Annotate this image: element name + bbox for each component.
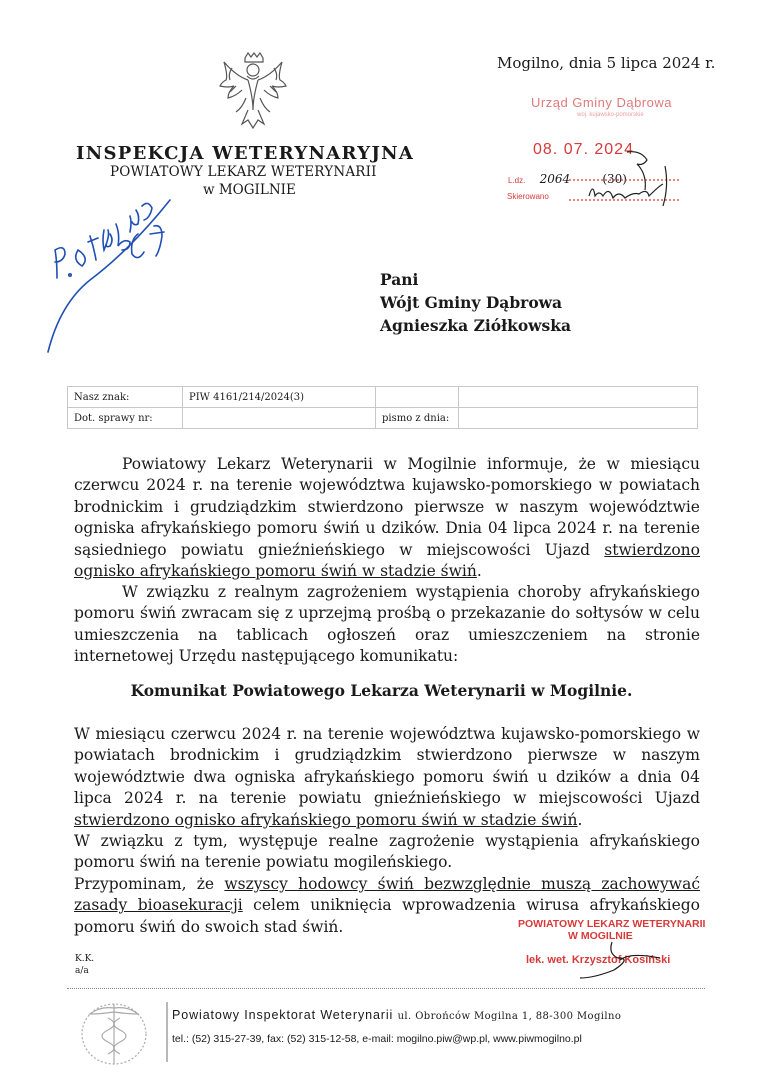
announcement-text: Przypominam, że <box>74 875 225 893</box>
stamp-skierowano <box>507 192 549 201</box>
announcement-text: . <box>577 810 583 829</box>
addressee-name: Agnieszka Ziółkowska <box>380 316 572 335</box>
pismo-label: pismo z dnia: <box>376 408 459 429</box>
signature-stamp-name: lek. wet. Krzysztof Kosiński <box>526 954 671 966</box>
handwritten-note <box>30 190 200 360</box>
stamp-ldz-label: L.dz. <box>508 176 526 185</box>
announcement-underlined-text: wszyscy hodowcy świń bezwzględnie muszą zachowywać zasady bioasekuracji <box>74 875 701 915</box>
stamp-office: Urząd Gminy Dąbrowa <box>531 95 672 110</box>
addressee-salutation: Pani <box>380 270 419 289</box>
eagle-emblem-icon <box>218 52 288 130</box>
reference-row <box>68 387 698 408</box>
stamp-skierowano-label: Skierowano <box>507 192 549 201</box>
addressee-title: Wójt Gminy Dąbrowa <box>380 293 563 312</box>
stamp-signature-scribble <box>567 150 687 210</box>
announcement-text: W miesiącu czerwcu 2024 r. na terenie województwa kujawsko-pomorskiego w powiatach brodnickim i grudziądzkim stwierdzono pierwsze w naszym województwie dwa ogniska afrykańskiego pomoru świń u dzików a dnia 04 lipca 2024 r. na terenie powiatu gnieźnieńskiego w miejscowości Ujazd <box>74 725 700 808</box>
dot-sprawy-label: Dot. sprawy nr: <box>68 408 183 429</box>
dot-sprawy-value <box>183 408 376 429</box>
announcement-text: celem uniknięcia wprowadzenia wirusa afrykańskiego pomoru świń do swoich stad świń. <box>74 896 700 936</box>
initials-line: a/a <box>75 966 89 976</box>
reference-row <box>68 408 698 429</box>
caduceus-logo-icon <box>74 998 154 1068</box>
nasz-znak-label: Nasz znak: <box>68 387 183 408</box>
announcement-title: Komunikat Powiatowego Lekarza Weterynarii w Mogilnie. <box>130 681 633 700</box>
footer-separator <box>166 1002 168 1062</box>
institution-subtitle: POWIATOWY LEKARZ WETERYNARII <box>110 164 377 180</box>
footer-divider <box>67 988 705 989</box>
institution-location: w MOGILNIE <box>203 182 296 198</box>
signature-scribble <box>560 938 680 982</box>
body-text: Powiatowy Lekarz Weterynarii w Mogilnie informuje, że w miesiącu czerwcu 2024 r. na terenie województwa kujawsko-pomorskiego w powiatach brodnickim i grudziądzkim stwierdzono pierwsze w naszym województwie ogniska afrykańskiego pomoru świń u dzików. Dnia 04 lipca 2024 r. na terenie sąsiedniego powiatu gnieźnieńskiego w miejscowości Ujazd <box>74 455 700 559</box>
stamp-ldz-extra: (30) <box>602 172 627 186</box>
letter-date: Mogilno, dnia 5 lipca 2024 r. <box>497 54 716 72</box>
body-paragraph: W związku z realnym zagrożeniem wystąpienia choroby afrykańskiego pomoru świń zwracam się z uprzejmą prośbą o przekazanie do sołtysów w celu umieszczenia na tablicach ogłoszeń oraz umieszczeniem na stronie internetowej Urzędu następującego komunikatu: <box>74 583 700 666</box>
stamp-received-date: 08. 07. 2024 <box>533 141 634 158</box>
announcement-paragraph <box>74 724 700 831</box>
footer-address: ul. Obrońców Mogilna 1, 88-300 Mogilno <box>397 1011 622 1022</box>
signature-stamp-line1: POWIATOWY LEKARZ WETERYNARII <box>518 918 706 930</box>
reference-table <box>67 386 698 429</box>
footer-contacts: tel.: (52) 315-27-39, fax: (52) 315-12-58, e-mail: mogilno.piw@wp.pl, www.piwmogilno.pl <box>172 1033 582 1045</box>
footer-institution-name: Powiatowy Inspektorat Weterynarii <box>172 1008 394 1022</box>
empty-cell <box>376 387 459 408</box>
author-initials <box>75 953 94 977</box>
pismo-value <box>459 408 698 429</box>
announcement-underlined-text: stwierdzono ognisko afrykańskiego pomoru świń w stadzie świń <box>74 810 578 829</box>
initials-line: K.K. <box>75 954 95 964</box>
body-underlined-text: stwierdzono ognisko afrykańskiego pomoru świń w stadzie świń <box>74 540 700 581</box>
body-text: . <box>476 562 482 581</box>
stamp-ldz-value: 2064 <box>539 172 571 186</box>
signature-stamp-line2: W MOGILNIE <box>568 930 633 942</box>
stamp-office-sub: woj. kujawsko-pomorskie <box>577 112 644 118</box>
nasz-znak-value: PIW 4161/214/2024(3) <box>183 387 376 408</box>
institution-name: INSPEKCJA WETERYNARYJNA <box>76 143 415 164</box>
body-paragraph <box>74 454 700 582</box>
announcement-paragraph: W związku z tym, występuje realne zagrożenie wystąpienia afrykańskiego pomoru świń na terenie powiatu mogileńskiego. <box>74 832 700 872</box>
receipt-stamp <box>507 90 687 215</box>
empty-cell <box>459 387 698 408</box>
footer-institution <box>172 1008 621 1022</box>
